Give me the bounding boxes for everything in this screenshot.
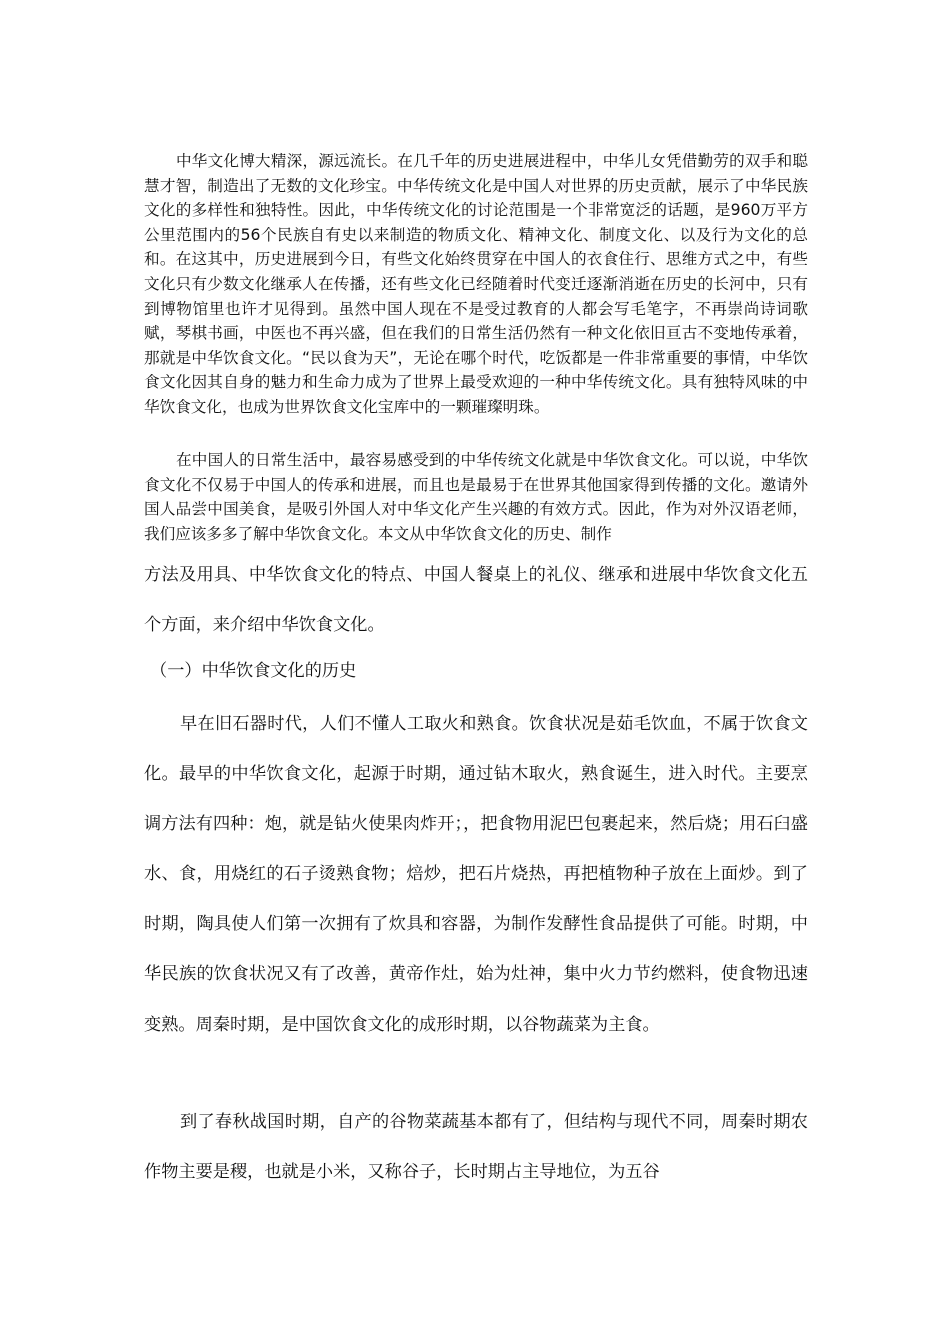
second-paragraph-continuation: 方法及用具、中华饮食文化的特点、中国人餐桌上的礼仪、继承和进展中华饮食文化五个方面，来介绍中华饮食文化。 xyxy=(144,565,808,636)
section-heading: （一）中华饮食文化的历史 xyxy=(150,661,357,681)
spring-autumn-paragraph: 到了春秋战国时期，自产的谷物菜蔬基本都有了，但结构与现代不同，周秦时期农作物主要是稷，也就是小米，又称谷子，长时期占主导地位，为五谷 xyxy=(144,1112,808,1183)
history-paragraph: 早在旧石器时代，人们不懂人工取火和熟食。饮食状况是茹毛饮血，不属于饮食文化。最早的中华饮食文化，起源于时期，通过钻木取火，熟食诞生，进入时代。主要烹调方法有四种：炮，就是钻火使果肉炸开；，把食物用泥巴包裹起来，然后烧；用石臼盛水、食，用烧红的石子烫熟食物；焙炒，把石片烧热，再把植物种子放在上面炒。到了时期，陶具使人们第一次拥有了炊具和容器，为制作发酵性食品提供了可能。时期，中华民族的饮食状况又有了改善，黄帝作灶，始为灶神，集中火力节约燃料，使食物迅速变熟。周秦时期，是中国饮食文化的成形时期，以谷物蔬菜为主食。 xyxy=(144,714,808,1035)
intro-paragraph: 中华文化博大精深，源远流长。在几千年的历史进展进程中，中华儿女凭借勤劳的双手和聪慧才智，制造出了无数的文化珍宝。中华传统文化是中国人对世界的历史贡献，展示了中华民族文化的多样性和独特性。因此，中华传统文化的讨论范围是一个非常宽泛的话题，是960万平方公里范围内的56个民族自有史以来制造的物质文化、精神文化、制度文化、以及行为文化的总和。在这其中，历史进展到今日，有些文化始终贯穿在中国人的衣食住行、思维方式之中，有些文化只有少数文化继承人在传播，还有些文化已经随着时代变迁逐渐消逝在历史的长河中，只有到博物馆里也许才见得到。虽然中国人现在不是受过教育的人都会写毛笔字，不再崇尚诗词歌赋，琴棋书画，中医也不再兴盛，但在我们的日常生活仍然有一种文化依旧亘古不变地传承着，那就是中华饮食文化。“民以食为天”，无论在哪个时代，吃饭都是一件非常重要的事情，中华饮食文化因其自身的魅力和生命力成为了世界上最受欢迎的一种中华传统文化。具有独特风味的中华饮食文化，也成为世界饮食文化宝库中的一颗璀璨明珠。 xyxy=(144,152,808,416)
second-paragraph: 在中国人的日常生活中，最容易感受到的中华传统文化就是中华饮食文化。可以说，中华饮食文化不仅易于中国人的传承和进展，而且也是最易于在世界其他国家得到传播的文化。邀请外国人品尝中国美食，是吸引外国人对中华文化产生兴趣的有效方式。因此，作为对外汉语老师，我们应该多多了解中华饮食文化。本文从中华饮食文化的历史、制作 xyxy=(144,451,808,543)
